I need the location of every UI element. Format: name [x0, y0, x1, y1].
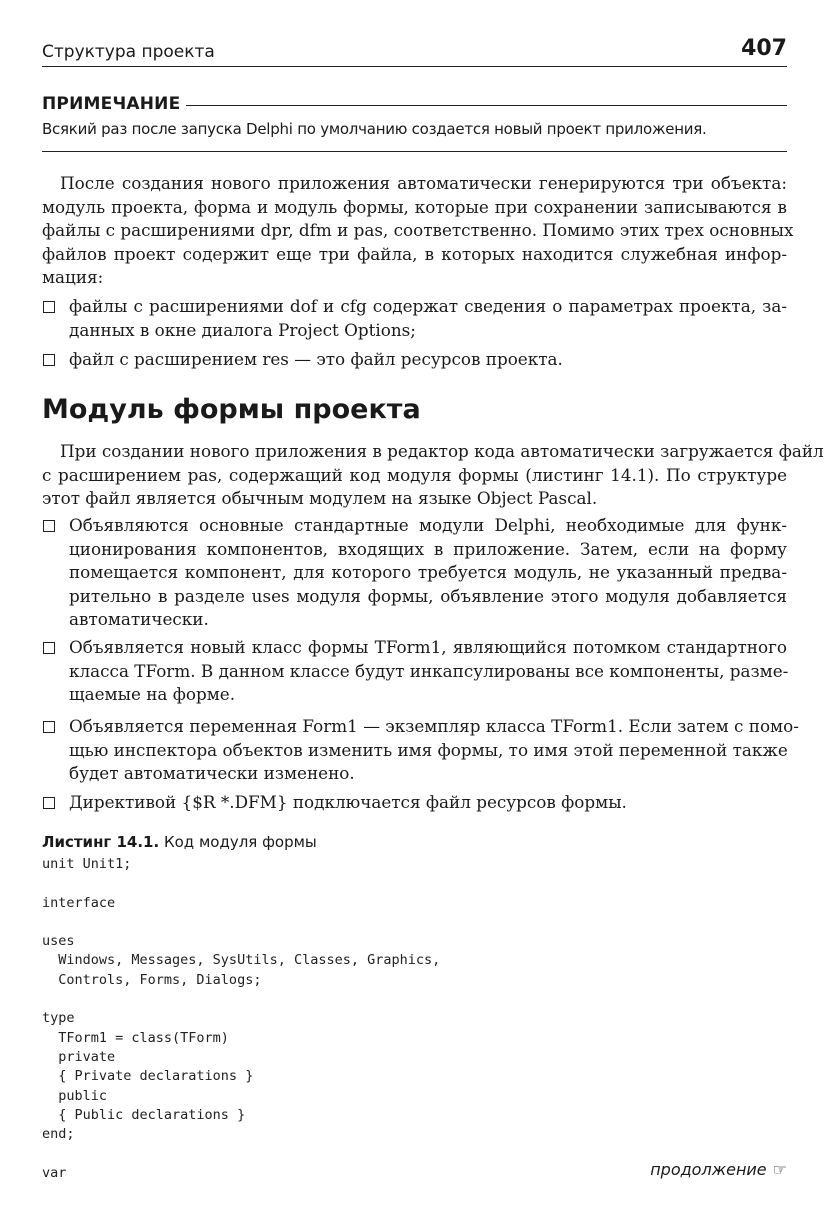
text-line: с расширением pas, содержащий код модуля формы (листинг 14.1). По структуре	[42, 464, 787, 485]
text-line: файлы с расширениями dof и cfg содержат сведения о параметрах проекта, за-	[69, 296, 787, 316]
bullet-item	[42, 636, 787, 707]
text-line: модуль проекта, форма и модуль формы, которые при сохранении записываются в	[42, 196, 787, 217]
text-line: Объявляется переменная Form1 — экземпляр класса TForm1. Если затем с помо-	[69, 716, 799, 736]
text-line: рительно в разделе uses модуля формы, объявление этого модуля добавляется	[69, 585, 787, 606]
text-line: данных в окне диалога Project Options;	[69, 319, 416, 340]
bullet-item	[42, 791, 787, 815]
pointing-hand-icon: ☞	[772, 1160, 787, 1179]
checkbox-bullet-icon	[43, 520, 55, 532]
note-header	[42, 94, 787, 114]
text-line: ционирования компонентов, входящих в приложение. Затем, если на форму	[69, 538, 787, 559]
note-rule	[186, 105, 787, 106]
text-line: будет автоматически изменено.	[69, 763, 355, 783]
page-number: 407	[741, 36, 787, 61]
text-line: щаемые на форме.	[69, 684, 236, 704]
text-line: щью инспектора объектов изменить имя формы, то имя этой переменной также	[69, 739, 788, 760]
intro-paragraph	[42, 172, 794, 290]
text-line: автоматически.	[69, 609, 209, 629]
text-line: Объявляется новый класс формы TForm1, являющийся потомком стандартного	[69, 637, 787, 657]
text-line: этот файл является обычным модулем на языке Object Pascal.	[42, 488, 598, 508]
listing-label: Листинг 14.1.	[42, 833, 160, 851]
note-text: Всякий раз после запуска Delphi по умолчанию создается новый проект приложения.	[42, 120, 707, 138]
checkbox-bullet-icon	[43, 797, 55, 809]
note-box	[42, 94, 787, 152]
bullet-item	[42, 348, 787, 372]
text-line: файлов проект содержит еще три файла, в которых находится служебная инфор-	[42, 243, 787, 264]
section-title: Структура проекта	[42, 42, 215, 62]
text-line: Объявляются основные стандартные модули Delphi, необходимые для функ-	[69, 515, 787, 535]
text-line: класса TForm. В данном классе будут инкапсулированы все компоненты, разме-	[69, 660, 789, 681]
listing-caption	[42, 833, 317, 851]
text-line: После создания нового приложения автоматически генерируются три объекта:	[60, 173, 787, 193]
note-bottom-rule	[42, 151, 787, 152]
note-label: ПРИМЕЧАНИЕ	[42, 94, 181, 114]
text-line: Директивой {$R *.DFM} подключается файл ресурсов формы.	[69, 792, 627, 812]
text-line: помещается компонент, для которого требуется модуль, не указанный предва-	[69, 562, 787, 582]
checkbox-bullet-icon	[43, 721, 55, 733]
bullet-item	[42, 715, 799, 786]
checkbox-bullet-icon	[43, 301, 55, 313]
continued-marker	[650, 1160, 787, 1179]
bullet-item	[42, 295, 787, 342]
checkbox-bullet-icon	[43, 354, 55, 366]
continued-text: продолжение	[650, 1160, 767, 1179]
text-line: мация:	[42, 267, 104, 287]
text-line: файл с расширением res — это файл ресурсов проекта.	[69, 349, 563, 369]
section-heading: Модуль формы проекта	[42, 394, 421, 425]
bullet-item	[42, 514, 787, 632]
running-header	[42, 38, 787, 67]
listing-title: Код модуля формы	[163, 833, 317, 851]
text-line: При создании нового приложения в редактор кода автоматически загружается файл	[60, 441, 824, 461]
code-listing: unit Unit1; interface uses Windows, Messages, SysUtils, Classes, Graphics, Controls, Forms, Dialogs; type TForm1 = class(TForm) private { Private declarations } public { Public declarations } end; var	[42, 856, 441, 1181]
checkbox-bullet-icon	[43, 642, 55, 654]
module-paragraph	[42, 440, 824, 511]
text-line: файлы с расширениями dpr, dfm и pas, соответственно. Помимо этих трех основных	[42, 220, 794, 240]
